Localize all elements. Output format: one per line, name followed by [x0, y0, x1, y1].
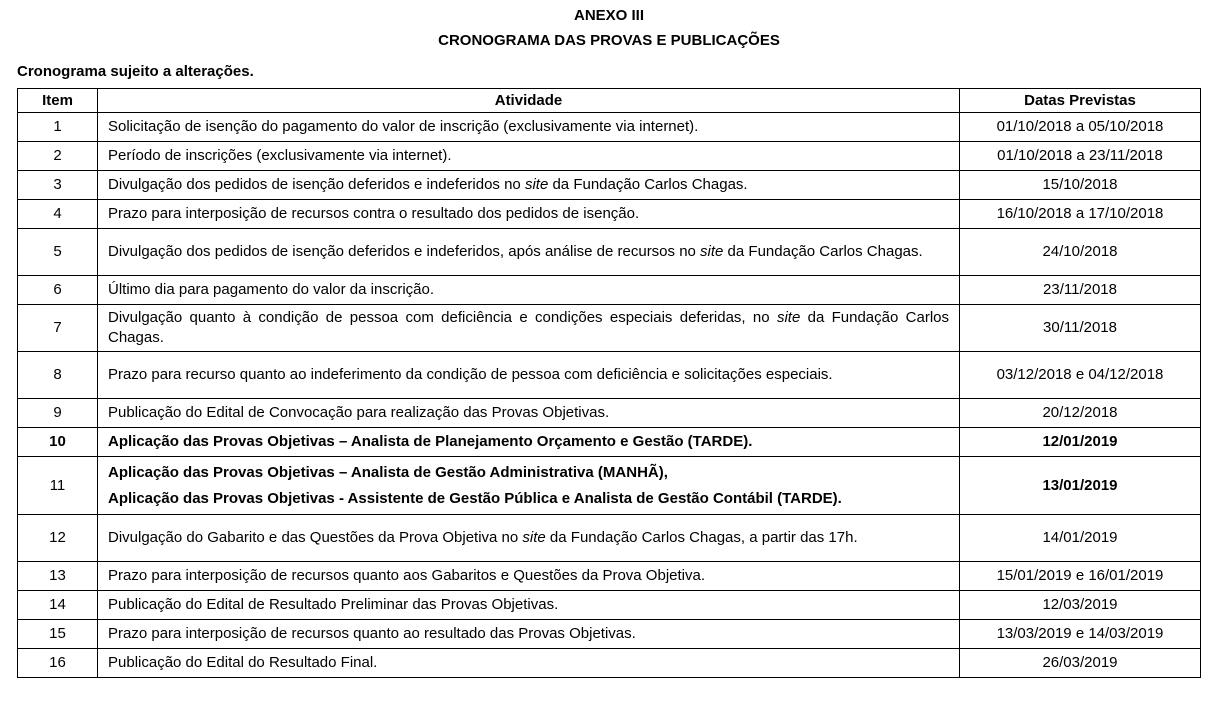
activity-text: Publicação do Edital do Resultado Final. [98, 649, 960, 678]
planned-date: 26/03/2019 [960, 649, 1201, 678]
activity-text: Prazo para interposição de recursos quanto aos Gabaritos e Questões da Prova Objetiva. [98, 562, 960, 591]
activity-text: Divulgação do Gabarito e das Questões da Prova Objetiva no site da Fundação Carlos Chagas, a partir das 17h. [98, 515, 960, 562]
table-row [18, 591, 1201, 620]
item-number: 1 [18, 113, 98, 142]
table-row [18, 649, 1201, 678]
activity-line: Aplicação das Provas Objetivas - Assistente de Gestão Pública e Analista de Gestão Contábil (TARDE). [108, 489, 842, 507]
item-number: 9 [18, 399, 98, 428]
item-number: 13 [18, 562, 98, 591]
planned-date: 01/10/2018 a 23/11/2018 [960, 142, 1201, 171]
activity-text: Prazo para recurso quanto ao indeferimento da condição de pessoa com deficiência e solicitações especiais. [98, 352, 960, 399]
item-number: 5 [18, 229, 98, 276]
item-number: 10 [18, 428, 98, 457]
item-number: 2 [18, 142, 98, 171]
activity-text: Prazo para interposição de recursos contra o resultado dos pedidos de isenção. [98, 200, 960, 229]
item-number: 6 [18, 276, 98, 305]
site-word: site [522, 529, 546, 546]
item-number: 14 [18, 591, 98, 620]
planned-date: 15/01/2019 e 16/01/2019 [960, 562, 1201, 591]
planned-date: 12/01/2019 [960, 428, 1201, 457]
schedule-table [17, 88, 1201, 678]
table-header-row [18, 89, 1201, 113]
table-row [18, 276, 1201, 305]
item-number: 15 [18, 620, 98, 649]
planned-date: 03/12/2018 e 04/12/2018 [960, 352, 1201, 399]
table-row [18, 305, 1201, 352]
schedule-note: Cronograma sujeito a alterações. [17, 63, 254, 80]
activity-text: Aplicação das Provas Objetivas – Analista de Planejamento Orçamento e Gestão (TARDE). [98, 428, 960, 457]
table-row [18, 171, 1201, 200]
activity-text: Publicação do Edital de Convocação para realização das Provas Objetivas. [98, 399, 960, 428]
item-number: 8 [18, 352, 98, 399]
planned-date: 23/11/2018 [960, 276, 1201, 305]
activity-text [98, 457, 960, 515]
table-row [18, 562, 1201, 591]
activity-text: Publicação do Edital de Resultado Preliminar das Provas Objetivas. [98, 591, 960, 620]
activity-text: Último dia para pagamento do valor da inscrição. [98, 276, 960, 305]
item-number: 3 [18, 171, 98, 200]
table-row [18, 399, 1201, 428]
table-row [18, 229, 1201, 276]
planned-date: 30/11/2018 [960, 305, 1201, 352]
table-row [18, 200, 1201, 229]
planned-date: 01/10/2018 a 05/10/2018 [960, 113, 1201, 142]
table-row [18, 352, 1201, 399]
activity-text: Divulgação dos pedidos de isenção deferidos e indeferidos, após análise de recursos no site da Fundação Carlos Chagas. [98, 229, 960, 276]
table-row [18, 620, 1201, 649]
column-header-activity: Atividade [98, 89, 960, 113]
site-word: site [524, 176, 549, 193]
activity-text: Prazo para interposição de recursos quanto ao resultado das Provas Objetivas. [98, 620, 960, 649]
planned-date: 13/01/2019 [960, 457, 1201, 515]
column-header-item: Item [18, 89, 98, 113]
planned-date: 15/10/2018 [960, 171, 1201, 200]
activity-text: Solicitação de isenção do pagamento do valor de inscrição (exclusivamente via internet). [98, 113, 960, 142]
table-row [18, 457, 1201, 515]
planned-date: 16/10/2018 a 17/10/2018 [960, 200, 1201, 229]
page-title: CRONOGRAMA DAS PROVAS E PUBLICAÇÕES [438, 32, 780, 49]
item-number: 11 [18, 457, 98, 515]
site-word: site [700, 243, 724, 260]
planned-date: 14/01/2019 [960, 515, 1201, 562]
item-number: 12 [18, 515, 98, 562]
activity-line: Aplicação das Provas Objetivas – Analista de Gestão Administrativa (MANHÃ), [108, 463, 668, 481]
planned-date: 13/03/2019 e 14/03/2019 [960, 620, 1201, 649]
activity-text: Divulgação quanto à condição de pessoa com deficiência e condições especiais deferidas, no site da Fundação Carlos Chagas. [98, 305, 960, 352]
planned-date: 20/12/2018 [960, 399, 1201, 428]
planned-date: 12/03/2019 [960, 591, 1201, 620]
table-row [18, 428, 1201, 457]
activity-text: Período de inscrições (exclusivamente via internet). [98, 142, 960, 171]
item-number: 4 [18, 200, 98, 229]
site-word: site [776, 309, 801, 326]
table-row [18, 142, 1201, 171]
annex-label: ANEXO III [573, 7, 644, 24]
item-number: 7 [18, 305, 98, 352]
column-header-dates: Datas Previstas [960, 89, 1201, 113]
activity-text: Divulgação dos pedidos de isenção deferidos e indeferidos no site da Fundação Carlos Chagas. [98, 171, 960, 200]
planned-date: 24/10/2018 [960, 229, 1201, 276]
item-number: 16 [18, 649, 98, 678]
table-row [18, 515, 1201, 562]
table-row [18, 113, 1201, 142]
